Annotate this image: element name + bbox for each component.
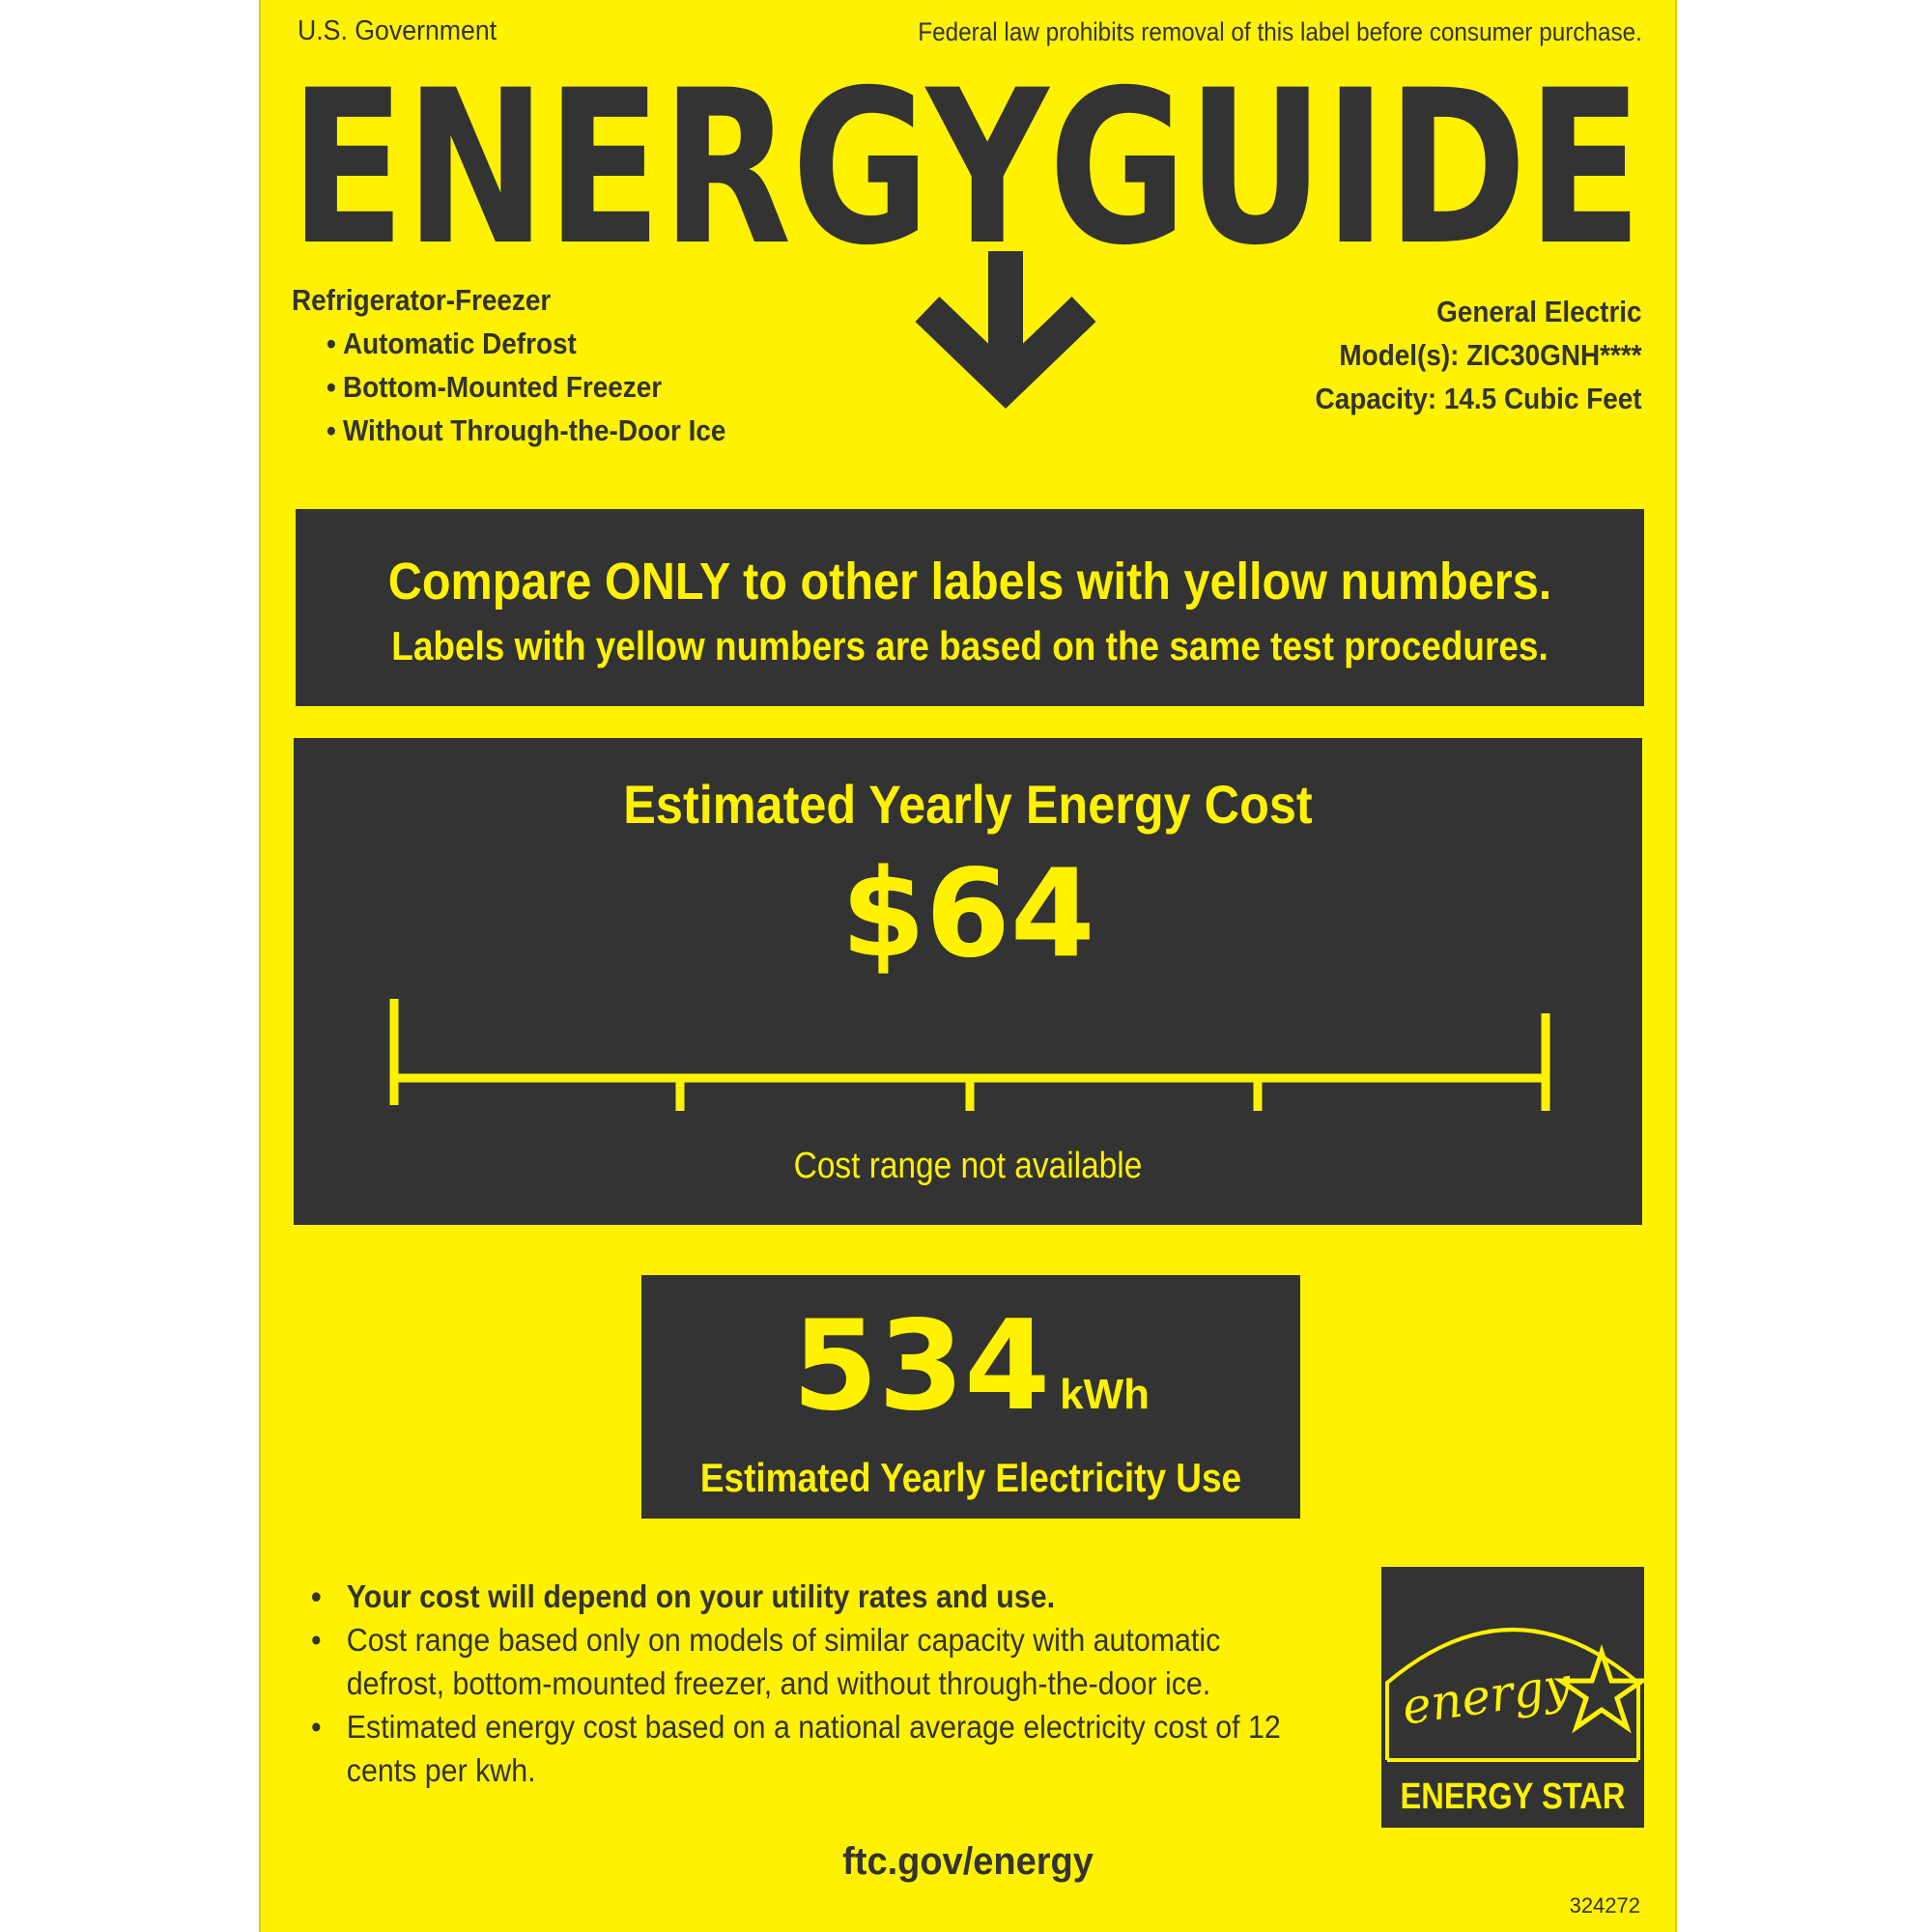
electricity-caption: Estimated Yearly Electricity Use (699, 1455, 1242, 1500)
law-notice: Federal law prohibits removal of this label before consumer purchase. (918, 17, 1642, 46)
cost-value: $64 (840, 842, 1095, 984)
capacity: Capacity: 14.5 Cubic Feet (1315, 382, 1642, 415)
svg-text:energy: energy (1399, 1656, 1575, 1736)
note-item: • Your cost will depend on your utility rates and use. (311, 1575, 1306, 1618)
manufacturer-info (1316, 290, 1642, 420)
product-description (292, 278, 725, 452)
electricity-panel (641, 1275, 1300, 1519)
compare-subline: Labels with yellow numbers are based on the same test procedures. (391, 623, 1548, 668)
feature-item: • Without Through-the-Door Ice (327, 409, 725, 452)
manufacturer-name: General Electric (1436, 295, 1642, 328)
compare-headline: Compare ONLY to other labels with yellow numbers. (387, 553, 1552, 611)
note-item: • Estimated energy cost based on a national average electricity cost of 12 cents per kwh. (311, 1705, 1306, 1792)
cost-heading: Estimated Yearly Energy Cost (623, 774, 1313, 835)
energy-star-logo (1381, 1567, 1644, 1828)
energy-star-label: ENERGY STAR (1400, 1776, 1626, 1817)
svg-text:ENERGYGUIDE: ENERGYGUIDE (290, 44, 1642, 292)
note-item: • Cost range based only on models of similar capacity with automatic defrost, bottom-mounted freezer, and without through-the-door ice. (311, 1618, 1306, 1705)
model-number: Model(s): ZIC30GNH**** (1339, 338, 1642, 372)
ftc-link[interactable]: ftc.gov/energy (842, 1840, 1094, 1883)
product-type: Refrigerator-Freezer (292, 283, 552, 317)
government-text: U.S. Government (298, 15, 497, 46)
electricity-value-row (641, 1294, 1300, 1438)
feature-item: • Automatic Defrost (327, 322, 725, 365)
cost-range-note: Cost range not available (793, 1146, 1143, 1186)
compare-panel (296, 509, 1644, 706)
electricity-value: 534 (791, 1294, 1051, 1438)
energyguide-label (259, 0, 1677, 1932)
notes-list (311, 1575, 1393, 1792)
cost-panel (294, 738, 1642, 1225)
electricity-unit: kWh (1060, 1371, 1151, 1418)
label-code: 324272 (1569, 1893, 1640, 1918)
feature-item: • Bottom-Mounted Freezer (327, 365, 725, 409)
